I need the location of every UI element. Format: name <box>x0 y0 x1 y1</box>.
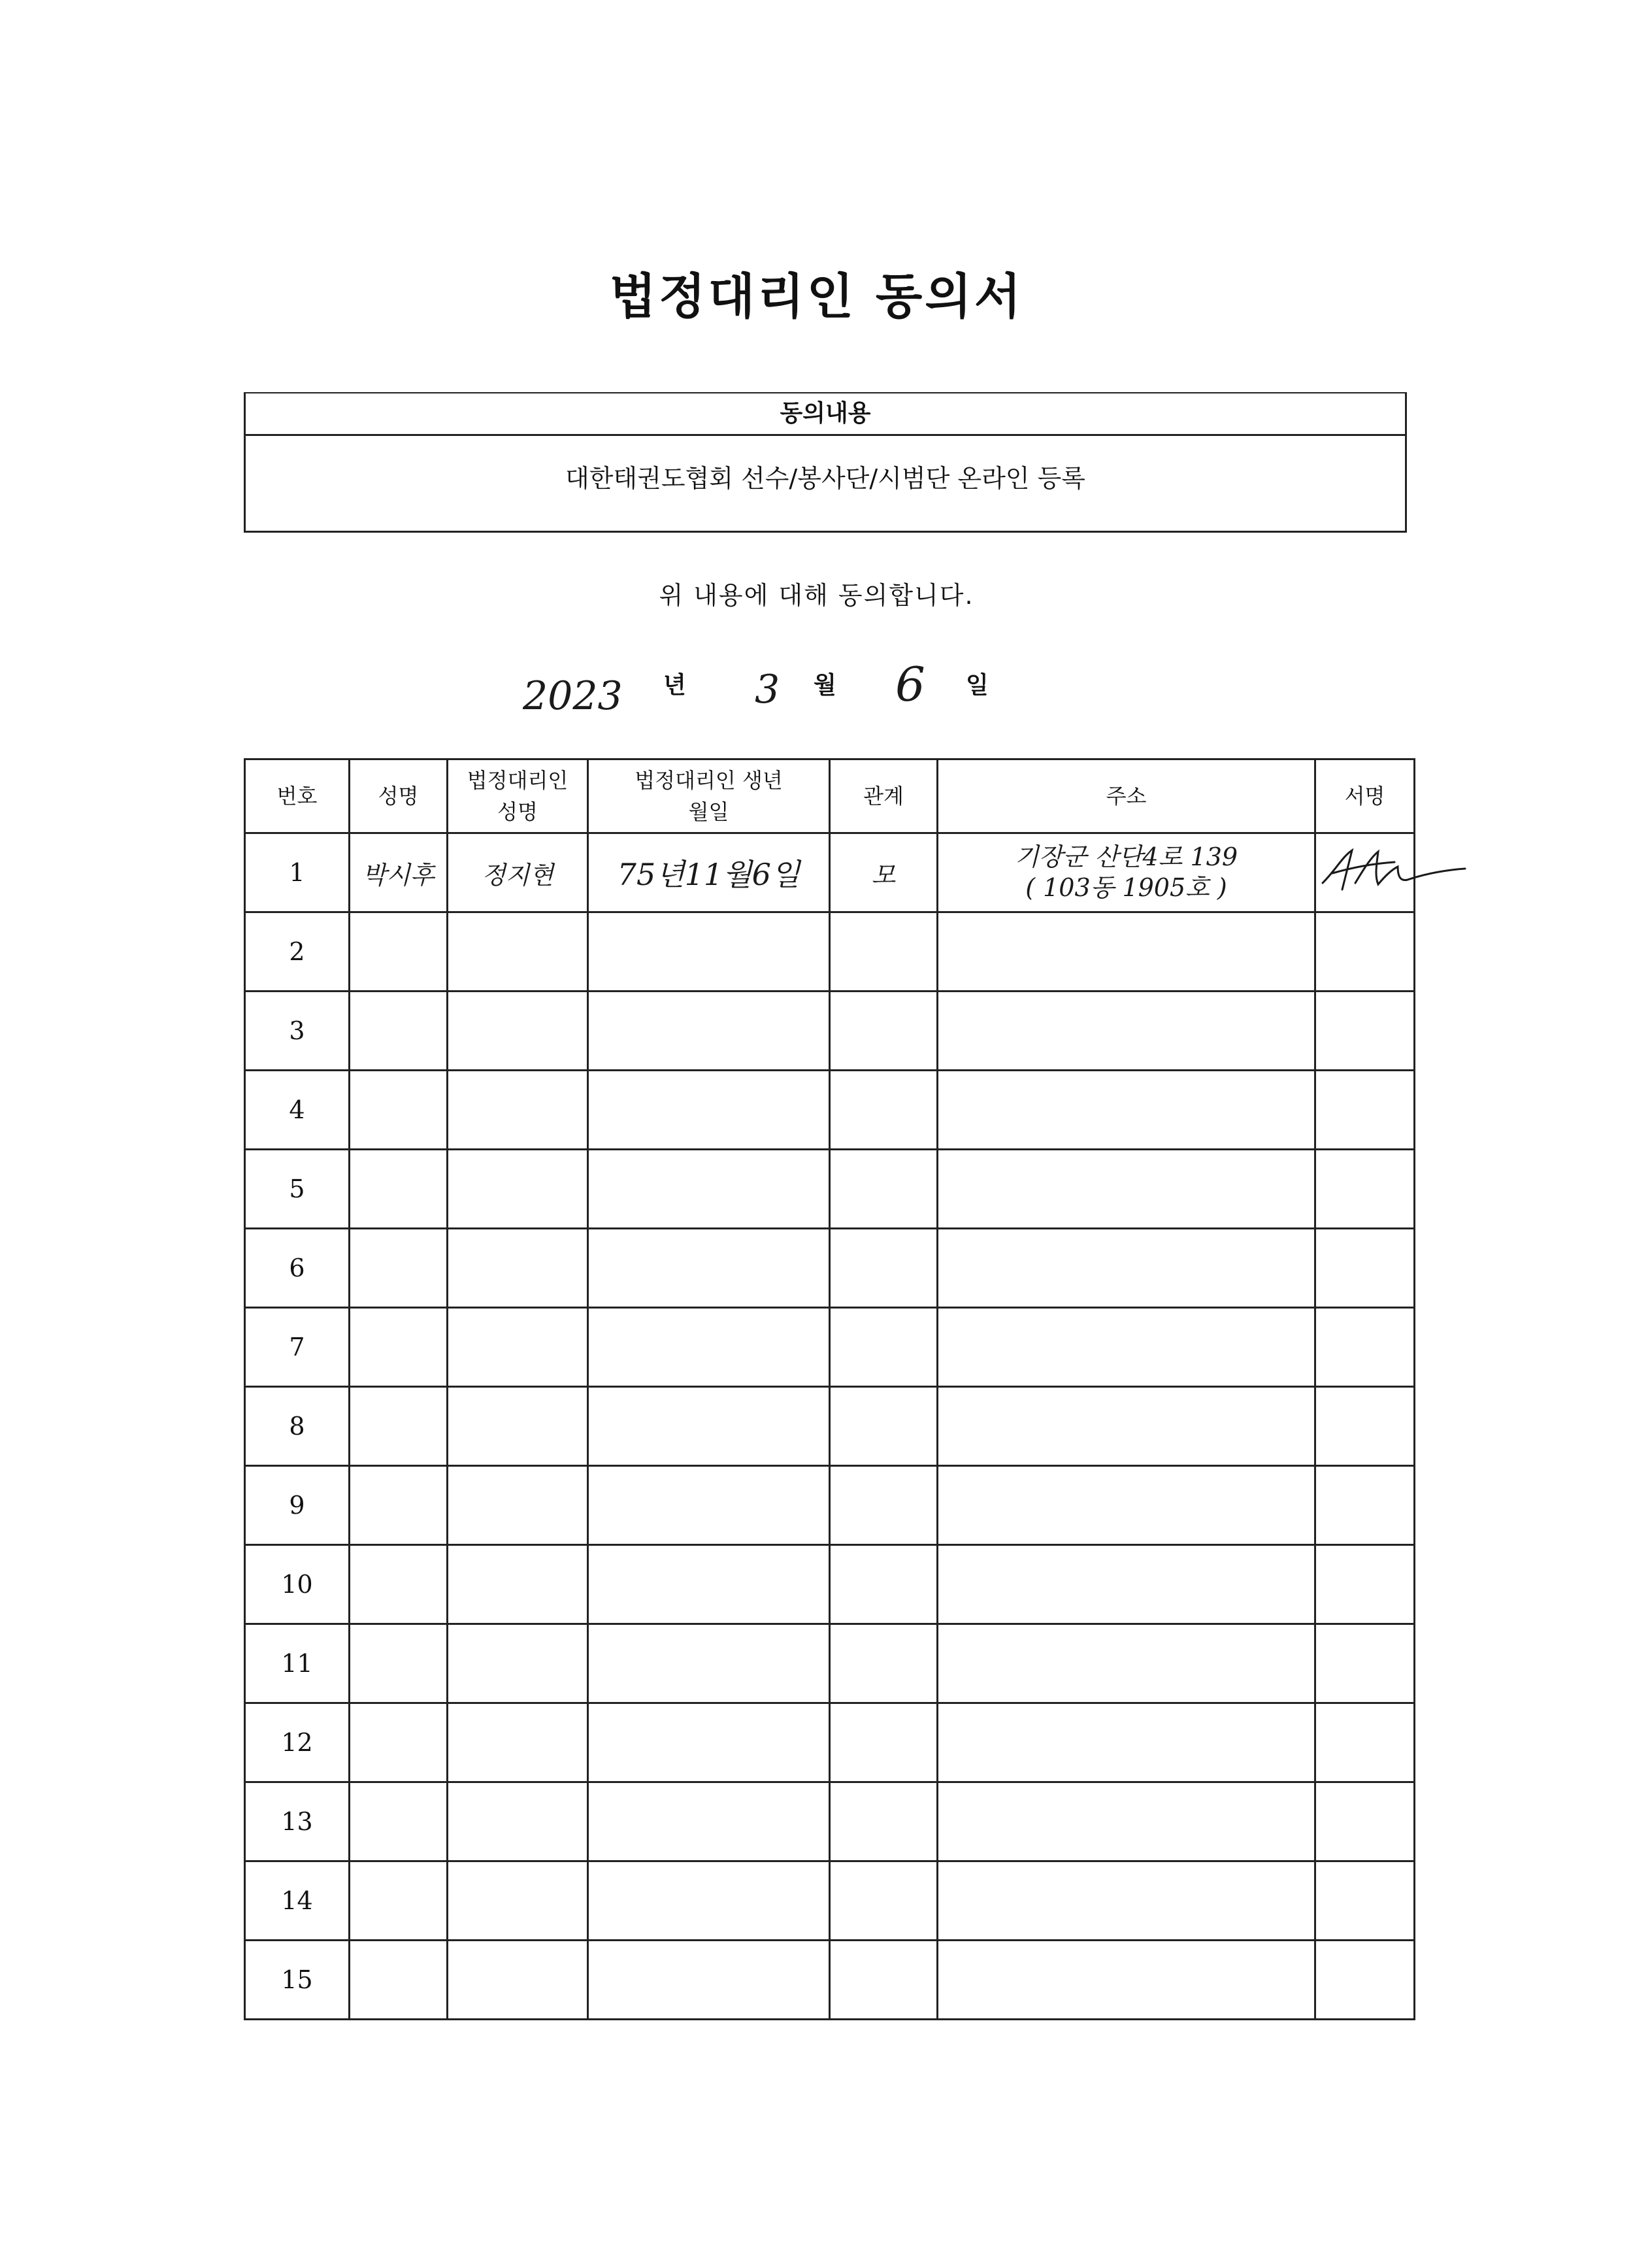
cell-signature <box>1315 833 1415 912</box>
cell-guardian-name <box>448 1150 588 1229</box>
header-signature: 서명 <box>1315 759 1415 833</box>
cell-number: 4 <box>245 1071 350 1150</box>
address-line-2: ( 103동 1905호 ) <box>1025 873 1227 902</box>
cell-guardian-name: 정지현 <box>448 833 588 912</box>
cell-guardian-birth <box>588 1703 830 1782</box>
date-month-unit: 월 <box>814 672 836 699</box>
cell-signature <box>1315 992 1415 1071</box>
cell-number: 9 <box>245 1466 350 1545</box>
cell-relation <box>830 1545 938 1624</box>
cell-guardian-birth: 75년11월6일 <box>588 833 830 912</box>
cell-address <box>938 1941 1315 2020</box>
cell-guardian-name <box>448 1703 588 1782</box>
date-day-unit: 일 <box>966 672 989 699</box>
cell-guardian-name <box>448 1782 588 1861</box>
cell-address <box>938 1466 1315 1545</box>
table-row <box>245 912 1415 992</box>
table-row <box>245 1466 1415 1545</box>
cell-address <box>938 1071 1315 1150</box>
cell-guardian-name <box>448 912 588 992</box>
header-guardian-name: 법정대리인 성명 <box>448 759 588 833</box>
cell-guardian-birth <box>588 1941 830 2020</box>
cell-signature <box>1315 1466 1415 1545</box>
cell-signature <box>1315 1150 1415 1229</box>
cell-relation <box>830 1624 938 1703</box>
table-row <box>245 1703 1415 1782</box>
cell-name <box>350 1308 448 1387</box>
cell-guardian-birth <box>588 1071 830 1150</box>
table-header-row <box>245 759 1415 833</box>
cell-number: 12 <box>245 1703 350 1782</box>
table-row <box>245 1071 1415 1150</box>
cell-signature <box>1315 1071 1415 1150</box>
cell-guardian-name <box>448 1229 588 1308</box>
cell-name: 박시후 <box>350 833 448 912</box>
header-guardian-birth: 법정대리인 생년월일 <box>588 759 830 833</box>
address-line-1: 기장군 산단4로 139 <box>1014 842 1238 871</box>
cell-address <box>938 1387 1315 1466</box>
cell-address <box>938 912 1315 992</box>
consent-content: 대한태권도협회 선수/봉사단/시범단 온라인 등록 <box>565 464 1085 493</box>
table-row <box>245 1861 1415 1941</box>
table-row <box>245 1150 1415 1229</box>
table-row <box>245 1624 1415 1703</box>
cell-address <box>938 1308 1315 1387</box>
table-row <box>245 1308 1415 1387</box>
cell-name <box>350 1624 448 1703</box>
cell-address <box>938 1624 1315 1703</box>
cell-signature <box>1315 1782 1415 1861</box>
cell-number: 10 <box>245 1545 350 1624</box>
table-row <box>245 992 1415 1071</box>
cell-name <box>350 1861 448 1941</box>
agreement-statement: 위 내용에 대해 동의합니다. <box>659 581 974 610</box>
cell-guardian-birth <box>588 1545 830 1624</box>
cell-address <box>938 1545 1315 1624</box>
cell-address <box>938 833 1315 912</box>
table-row <box>245 1229 1415 1308</box>
cell-guardian-birth <box>588 1782 830 1861</box>
cell-guardian-birth <box>588 992 830 1071</box>
date-day: 6 <box>895 657 925 712</box>
cell-number: 15 <box>245 1941 350 2020</box>
cell-guardian-name <box>448 1545 588 1624</box>
header-name: 성명 <box>350 759 448 833</box>
cell-signature <box>1315 1545 1415 1624</box>
cell-signature <box>1315 912 1415 992</box>
cell-guardian-name <box>448 1387 588 1466</box>
table-row <box>245 1545 1415 1624</box>
cell-relation <box>830 1466 938 1545</box>
cell-number: 1 <box>245 833 350 912</box>
consent-header: 동의내용 <box>246 393 1405 436</box>
cell-address <box>938 1150 1315 1229</box>
cell-relation: 모 <box>830 833 938 912</box>
guardian-table <box>244 758 1413 2020</box>
cell-number: 14 <box>245 1861 350 1941</box>
cell-signature <box>1315 1387 1415 1466</box>
cell-guardian-name <box>448 992 588 1071</box>
table-row <box>245 833 1415 912</box>
cell-name <box>350 1545 448 1624</box>
cell-number: 5 <box>245 1150 350 1229</box>
table-row <box>245 1782 1415 1861</box>
cell-number: 2 <box>245 912 350 992</box>
cell-name <box>350 1782 448 1861</box>
handwritten-signature <box>1316 844 1466 896</box>
cell-number: 3 <box>245 992 350 1071</box>
cell-relation <box>830 1703 938 1782</box>
cell-relation <box>830 1308 938 1387</box>
table-row <box>245 1941 1415 2020</box>
roster-table <box>244 758 1415 2020</box>
date-year-unit: 년 <box>663 672 686 699</box>
cell-number: 11 <box>245 1624 350 1703</box>
cell-guardian-name <box>448 1861 588 1941</box>
cell-relation <box>830 1229 938 1308</box>
cell-signature <box>1315 1229 1415 1308</box>
header-relation: 관계 <box>830 759 938 833</box>
cell-number: 13 <box>245 1782 350 1861</box>
cell-name <box>350 1229 448 1308</box>
cell-address <box>938 1782 1315 1861</box>
cell-relation <box>830 1782 938 1861</box>
cell-address <box>938 1861 1315 1941</box>
cell-name <box>350 1941 448 2020</box>
cell-number: 7 <box>245 1308 350 1387</box>
header-number: 번호 <box>245 759 350 833</box>
cell-signature <box>1315 1941 1415 2020</box>
cell-number: 8 <box>245 1387 350 1466</box>
cell-name <box>350 992 448 1071</box>
cell-name <box>350 1703 448 1782</box>
cell-relation <box>830 912 938 992</box>
cell-guardian-birth <box>588 912 830 992</box>
cell-relation <box>830 1941 938 2020</box>
cell-guardian-name <box>448 1466 588 1545</box>
cell-address <box>938 1229 1315 1308</box>
date-year: 2023 <box>523 673 623 719</box>
cell-relation <box>830 1150 938 1229</box>
cell-signature <box>1315 1308 1415 1387</box>
cell-guardian-birth <box>588 1229 830 1308</box>
cell-guardian-birth <box>588 1466 830 1545</box>
cell-signature <box>1315 1861 1415 1941</box>
cell-address <box>938 1703 1315 1782</box>
cell-guardian-name <box>448 1071 588 1150</box>
header-address: 주소 <box>938 759 1315 833</box>
cell-guardian-name <box>448 1308 588 1387</box>
date-month: 3 <box>755 667 780 712</box>
table-row <box>245 1387 1415 1466</box>
cell-relation <box>830 1387 938 1466</box>
cell-name <box>350 1071 448 1150</box>
cell-guardian-birth <box>588 1308 830 1387</box>
cell-name <box>350 1150 448 1229</box>
cell-relation <box>830 992 938 1071</box>
cell-name <box>350 912 448 992</box>
cell-signature <box>1315 1703 1415 1782</box>
cell-guardian-birth <box>588 1624 830 1703</box>
document-title: 법정대리인 동의서 <box>609 269 1024 325</box>
cell-relation <box>830 1861 938 1941</box>
cell-address <box>938 992 1315 1071</box>
cell-name <box>350 1387 448 1466</box>
cell-number: 6 <box>245 1229 350 1308</box>
cell-guardian-name <box>448 1624 588 1703</box>
cell-relation <box>830 1071 938 1150</box>
cell-guardian-birth <box>588 1861 830 1941</box>
cell-name <box>350 1466 448 1545</box>
consent-box <box>244 392 1407 533</box>
cell-guardian-name <box>448 1941 588 2020</box>
cell-guardian-birth <box>588 1150 830 1229</box>
cell-signature <box>1315 1624 1415 1703</box>
cell-guardian-birth <box>588 1387 830 1466</box>
